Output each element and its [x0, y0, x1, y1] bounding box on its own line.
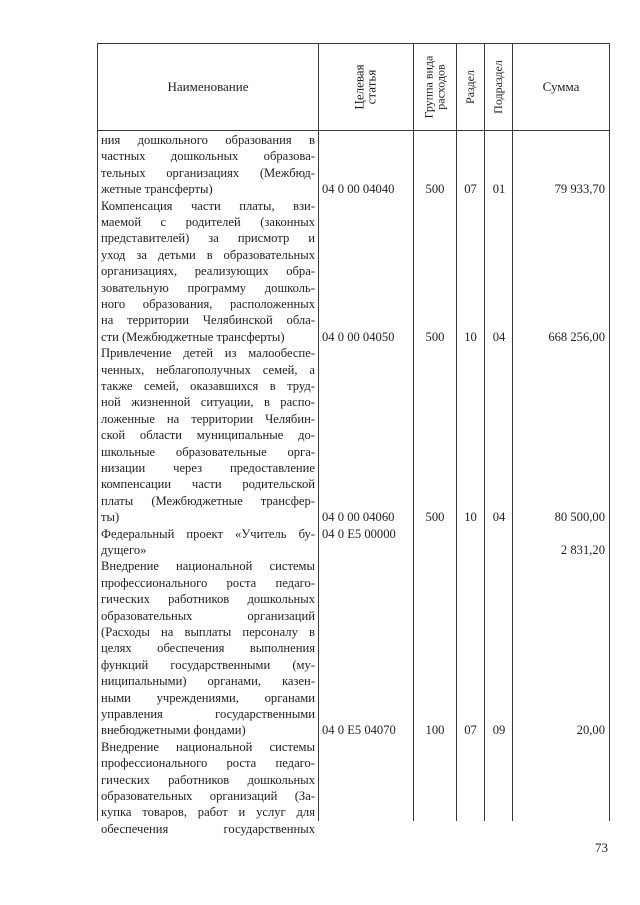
page-number: 73: [595, 840, 608, 855]
row-name-line: низации через предоставление: [101, 461, 315, 476]
row-name-line: образовательных организаций: [101, 608, 315, 623]
row-name-line: уход за детьми в образовательных: [101, 247, 315, 262]
header-section-label: Раздел: [463, 70, 478, 104]
table-right-border: [609, 43, 610, 821]
header-sum-label: Сумма: [542, 79, 580, 94]
row-target-article: 04 0 E5 00000: [322, 526, 396, 541]
row-sum: 2 831,20: [560, 543, 605, 557]
row-name-line: Привлечение детей из малообеспе-: [101, 346, 315, 361]
row-sum: 20,00: [576, 723, 605, 738]
row-name: [101, 558, 315, 738]
row-name-line: ной жизненной ситуации, в распо-: [101, 395, 315, 410]
row-name-line: также семей, оказавшихся в труд-: [101, 379, 315, 393]
col-divider-podrazdel: [484, 43, 485, 821]
row-name-line: ного образования, расположенных: [101, 297, 315, 312]
col-divider-vid: [413, 43, 414, 821]
row-sum: 79 933,70: [554, 182, 605, 197]
row-name-line: дущего»: [101, 543, 147, 557]
row-name-line: Внедрение национальной системы: [101, 559, 315, 574]
row-name-line: ния дошкольного образования в: [101, 133, 315, 147]
header-section: [456, 44, 484, 130]
row-name-line: тельных организациях (Межбюд-: [101, 165, 315, 180]
header-bottom-border: [97, 130, 610, 131]
header-subsection-label: Подраздел: [491, 60, 506, 114]
row-name-line: школьные образовательные орга-: [101, 444, 315, 459]
row-name-line: функций государственными (му-: [101, 657, 315, 672]
row-subsection: 01: [492, 182, 506, 197]
row-name: [101, 739, 315, 837]
header-target-article-line2: статья: [363, 69, 379, 105]
row-subsection: 09: [492, 723, 506, 738]
row-name-line: ложенные на территории Челябин-: [101, 411, 315, 426]
row-target-article: 04 0 00 04050: [322, 329, 395, 344]
row-name-line: гических работников дошкольных: [101, 772, 315, 787]
header-expense-group-line2: расходов: [433, 64, 448, 110]
row-name-line: образовательных организаций (За-: [101, 789, 315, 804]
row-name-line: внебюджетными фондами): [101, 723, 246, 738]
row-sum: 80 500,00: [554, 510, 605, 525]
header-target-article-label: [353, 64, 377, 109]
row-target-article: 04 0 00 04060: [322, 510, 395, 525]
row-expense-group: 500: [425, 182, 445, 197]
row-name: [101, 345, 315, 525]
col-divider-razdel: [456, 43, 457, 821]
row-name-line: Внедрение национальной системы: [101, 739, 315, 754]
row-section: 10: [464, 510, 477, 525]
row-name-line: ской области муниципальные до-: [101, 428, 315, 443]
row-sum: 668 256,00: [548, 329, 605, 344]
row-name-line: ными учреждениями, органами: [101, 690, 315, 705]
table-left-border: [97, 43, 98, 821]
header-expense-group-line1: Группа вида: [421, 55, 436, 119]
row-name-line: целях обеспечения выполнения: [101, 641, 315, 656]
row-name-line: купка товаров, работ и услуг для: [101, 805, 315, 820]
header-subsection: [484, 44, 512, 130]
row-section: 07: [464, 723, 477, 738]
row-name-line: управления государственными: [101, 707, 315, 722]
row-name-line: гических работников дошкольных: [101, 592, 315, 607]
row-name-line: представителей) за присмотр и: [101, 231, 315, 246]
row-name-line: ты): [101, 510, 120, 525]
row-expense-group: 100: [425, 723, 445, 738]
row-name-line: на территории Челябинской обла-: [101, 313, 315, 328]
header-expense-group-label: [423, 56, 447, 119]
row-name-line: сти (Межбюджетные трансферты): [101, 329, 285, 344]
row-name: [101, 132, 315, 198]
row-name-line: платы (Межбюджетные трансфер-: [101, 493, 315, 508]
row-name-line: маемой с родителей (законных: [101, 215, 315, 229]
header-expense-group: [413, 44, 456, 130]
row-name-line: организациях, реализующих обра-: [101, 264, 315, 279]
row-name-line: Компенсация части платы, взи-: [101, 198, 315, 213]
row-name: [101, 526, 315, 559]
row-name-line: ченных, неблагополучных семей, а: [101, 362, 315, 377]
row-name-line: профессионального роста педаго-: [101, 756, 315, 771]
header-name-label: Наименование: [167, 79, 249, 94]
col-divider-sum: [512, 43, 513, 821]
header-target-article: [318, 44, 413, 130]
row-target-article: 04 0 E5 04070: [322, 723, 396, 738]
header-sum: [513, 44, 609, 130]
col-divider-code: [318, 43, 319, 821]
row-target-article: 04 0 00 04040: [322, 182, 395, 197]
row-section: 07: [464, 182, 477, 197]
row-name-line: обеспечения государственных: [101, 821, 315, 836]
row-name-line: (Расходы на выплаты персоналу в: [101, 625, 315, 640]
row-name-line: компенсации части родительской: [101, 477, 315, 492]
row-expense-group: 500: [425, 329, 445, 344]
row-name-line: частных дошкольных образова-: [101, 149, 315, 164]
row-name-line: Федеральный проект «Учитель бу-: [101, 526, 315, 541]
row-name-line: зовательную программу дошколь-: [101, 280, 315, 295]
header-target-article-line1: Целевая: [351, 64, 367, 110]
row-name-line: ниципальными) органами, казен-: [101, 674, 315, 689]
row-name: [101, 198, 315, 346]
header-name: [98, 44, 318, 130]
row-section: 10: [464, 329, 477, 344]
row-name-line: жетные трансферты): [101, 182, 213, 197]
row-name-line: профессионального роста педаго-: [101, 575, 315, 590]
row-subsection: 04: [492, 510, 506, 525]
row-subsection: 04: [492, 329, 506, 344]
row-expense-group: 500: [425, 510, 445, 525]
